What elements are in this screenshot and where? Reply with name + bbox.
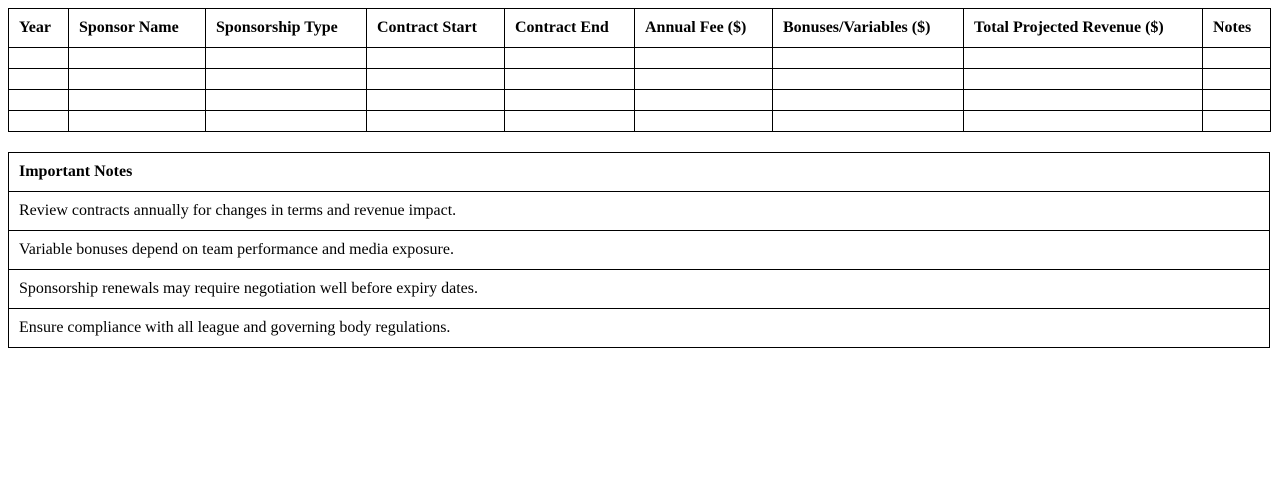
header-notes: Notes [1203, 9, 1271, 48]
cell-contract-start[interactable] [367, 90, 505, 111]
notes-header-row [9, 153, 1270, 192]
table-row [9, 69, 1271, 90]
cell-contract-end[interactable] [505, 69, 635, 90]
cell-year[interactable] [9, 48, 69, 69]
header-total-projected-revenue: Total Projected Revenue ($) [964, 9, 1203, 48]
cell-year[interactable] [9, 90, 69, 111]
header-bonuses-variables: Bonuses/Variables ($) [773, 9, 964, 48]
table-row [9, 111, 1271, 132]
list-item [9, 309, 1270, 348]
cell-year[interactable] [9, 111, 69, 132]
cell-annual-fee[interactable] [635, 111, 773, 132]
cell-notes[interactable] [1203, 90, 1271, 111]
cell-year[interactable] [9, 69, 69, 90]
sponsorship-table [8, 8, 1271, 132]
cell-contract-end[interactable] [505, 90, 635, 111]
note-text: Variable bonuses depend on team performance and media exposure. [9, 231, 1270, 270]
header-sponsor-name: Sponsor Name [69, 9, 206, 48]
header-year: Year [9, 9, 69, 48]
cell-annual-fee[interactable] [635, 48, 773, 69]
cell-bonuses-variables[interactable] [773, 48, 964, 69]
cell-total-projected-revenue[interactable] [964, 69, 1203, 90]
cell-total-projected-revenue[interactable] [964, 90, 1203, 111]
cell-annual-fee[interactable] [635, 69, 773, 90]
note-text: Review contracts annually for changes in terms and revenue impact. [9, 192, 1270, 231]
note-text: Ensure compliance with all league and governing body regulations. [9, 309, 1270, 348]
cell-contract-end[interactable] [505, 111, 635, 132]
cell-sponsorship-type[interactable] [206, 111, 367, 132]
cell-sponsor-name[interactable] [69, 111, 206, 132]
cell-bonuses-variables[interactable] [773, 90, 964, 111]
cell-sponsor-name[interactable] [69, 90, 206, 111]
important-notes-table [8, 152, 1270, 348]
cell-total-projected-revenue[interactable] [964, 48, 1203, 69]
list-item [9, 270, 1270, 309]
table-row [9, 48, 1271, 69]
cell-annual-fee[interactable] [635, 90, 773, 111]
cell-notes[interactable] [1203, 48, 1271, 69]
table-row [9, 90, 1271, 111]
cell-sponsor-name[interactable] [69, 48, 206, 69]
notes-heading: Important Notes [9, 153, 1270, 192]
cell-sponsorship-type[interactable] [206, 90, 367, 111]
cell-contract-start[interactable] [367, 69, 505, 90]
table-header-row [9, 9, 1271, 48]
cell-sponsorship-type[interactable] [206, 48, 367, 69]
cell-bonuses-variables[interactable] [773, 69, 964, 90]
cell-bonuses-variables[interactable] [773, 111, 964, 132]
header-contract-start: Contract Start [367, 9, 505, 48]
cell-total-projected-revenue[interactable] [964, 111, 1203, 132]
cell-notes[interactable] [1203, 111, 1271, 132]
cell-notes[interactable] [1203, 69, 1271, 90]
cell-contract-start[interactable] [367, 48, 505, 69]
cell-sponsorship-type[interactable] [206, 69, 367, 90]
header-sponsorship-type: Sponsorship Type [206, 9, 367, 48]
list-item [9, 192, 1270, 231]
cell-contract-start[interactable] [367, 111, 505, 132]
header-contract-end: Contract End [505, 9, 635, 48]
cell-sponsor-name[interactable] [69, 69, 206, 90]
note-text: Sponsorship renewals may require negotiation well before expiry dates. [9, 270, 1270, 309]
cell-contract-end[interactable] [505, 48, 635, 69]
header-annual-fee: Annual Fee ($) [635, 9, 773, 48]
list-item [9, 231, 1270, 270]
